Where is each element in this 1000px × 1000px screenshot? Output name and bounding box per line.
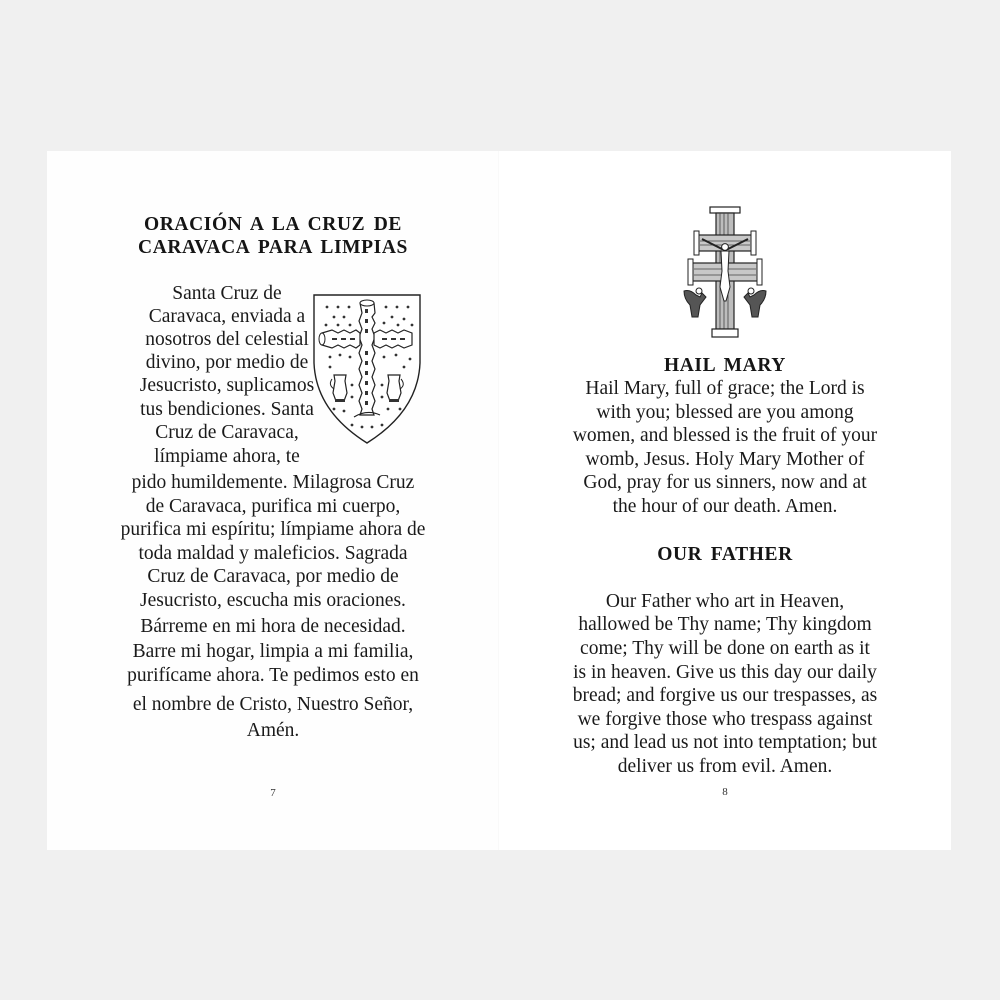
body-line: we forgive those who trespass against (577, 709, 873, 730)
page-number: 8 (722, 786, 728, 798)
body-line: purifícame ahora. Te pedimos esto en (127, 665, 419, 686)
body-line: Santa Cruz de (172, 283, 282, 304)
body-line: límpiame ahora, te (154, 446, 300, 467)
body-line: nosotros del celestial (145, 329, 309, 350)
body-line: purifica mi espíritu; límpiame ahora de (120, 519, 426, 540)
right-page (499, 151, 951, 850)
body-line: tus bendiciones. Santa (140, 399, 314, 420)
body-line: Barre mi hogar, limpia a mi familia, (132, 641, 414, 662)
booklet-spread (47, 151, 951, 850)
title-line: CARAVACA PARA LIMPIAS (138, 237, 408, 258)
prayer-title (47, 213, 499, 259)
caravaca-shield-icon (312, 293, 422, 445)
body-line: divino, por medio de (145, 352, 309, 373)
body-line: Hail Mary, full of grace; the Lord is (585, 378, 865, 399)
body-line: womb, Jesus. Holy Mary Mother of (585, 449, 865, 470)
left-page (47, 151, 499, 850)
body-line: Our Father who art in Heaven, (605, 591, 845, 612)
body-line: de Caravaca, purifica mi cuerpo, (145, 496, 401, 517)
body-line: toda maldad y maleficios. Sagrada (138, 543, 408, 564)
title-line: ORACIÓN A LA CRUZ DE (143, 214, 403, 235)
body-line: come; Thy will be done on earth as it (580, 638, 870, 659)
body-line: Amén. (246, 720, 300, 741)
body-line: pido humildemente. Milagrosa Cruz (131, 472, 415, 493)
page-number: 7 (270, 787, 276, 799)
hail-mary-title: HAIL MARY (663, 355, 786, 376)
body-line: deliver us from evil. Amen. (617, 756, 833, 777)
body-line: us; and lead us not into temptation; but (573, 732, 877, 753)
body-line: women, and blessed is the fruit of your (572, 425, 878, 446)
body-line: Jesucristo, escucha mis oraciones. (140, 590, 406, 611)
body-line: el nombre de Cristo, Nuestro Señor, (132, 694, 414, 715)
body-line: bread; and forgive us our trespasses, as (572, 685, 878, 706)
body-line: Jesucristo, suplicamos (139, 375, 315, 396)
body-line: with you; blessed are you among (596, 402, 854, 423)
body-line: Cruz de Caravaca, por medio de (147, 566, 399, 587)
body-line: is in heaven. Give us this day our daily (573, 662, 877, 683)
our-father-title: OUR FATHER (657, 544, 793, 565)
body-line: Bárreme en mi hora de necesidad. (140, 616, 406, 637)
body-line: the hour of our death. Amen. (612, 496, 838, 517)
body-line: God, pray for us sinners, now and at (583, 472, 867, 493)
body-line: Caravaca, enviada a (148, 306, 306, 327)
caravaca-crucifix-icon (682, 205, 768, 341)
body-line: hallowed be Thy name; Thy kingdom (578, 614, 872, 635)
body-line: Cruz de Caravaca, (155, 422, 299, 443)
